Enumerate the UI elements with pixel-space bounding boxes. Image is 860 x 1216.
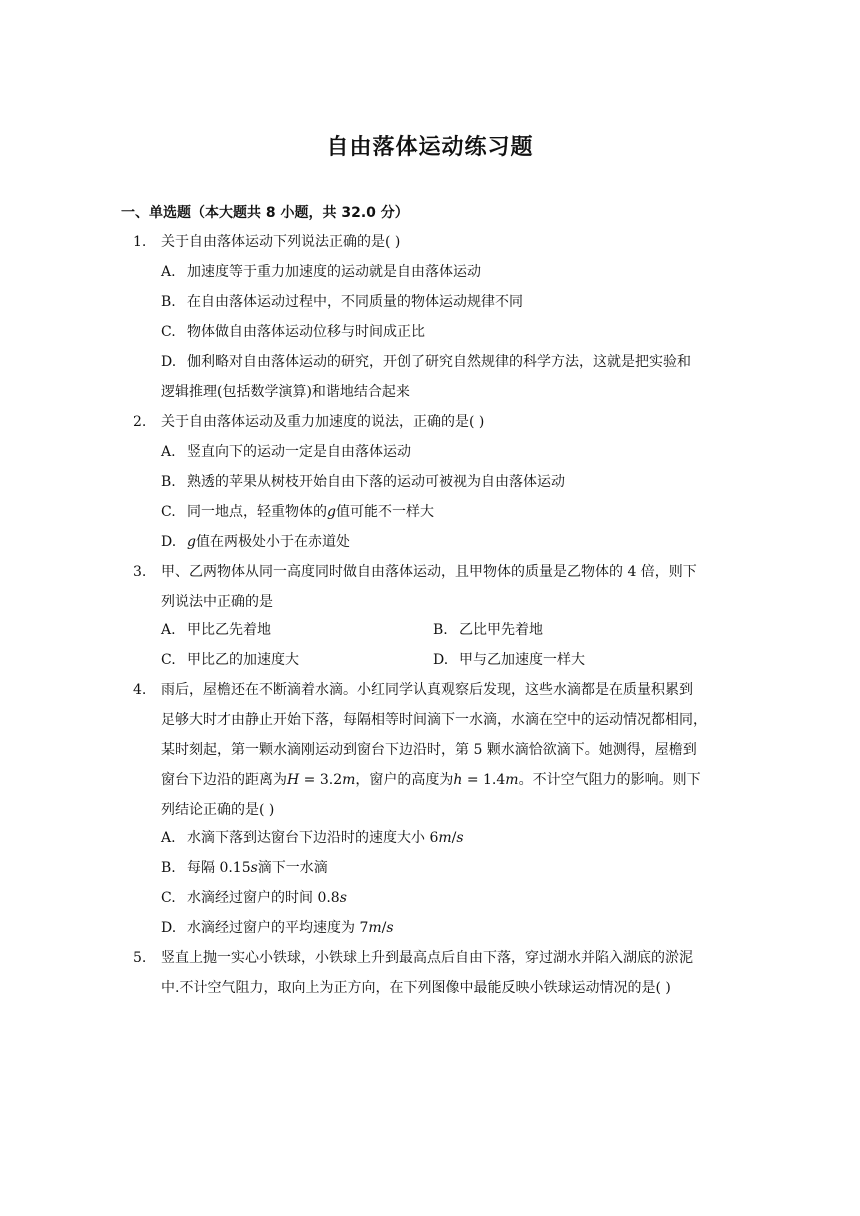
question-number: 4.	[133, 682, 147, 698]
option-item	[433, 650, 585, 670]
option-item	[161, 650, 299, 670]
option-letter: D.	[161, 920, 177, 936]
option-text: 加速度等于重力加速度的运动就是自由落体运动	[187, 264, 481, 280]
option-text: 甲与乙加速度一样大	[459, 652, 585, 668]
option-text: 甲比乙的加速度大	[187, 652, 299, 668]
option-item	[161, 620, 271, 640]
option-letter: C.	[161, 890, 176, 906]
option-letter: D.	[161, 534, 177, 550]
question-number: 5.	[133, 950, 147, 966]
option-letter: C.	[161, 324, 176, 340]
option-letter: A.	[161, 830, 176, 846]
question-stem: 关于自由落体运动下列说法正确的是( )	[161, 234, 401, 250]
option-item	[161, 262, 481, 282]
option-item	[161, 888, 347, 908]
option-letter: A.	[161, 622, 176, 638]
option-item	[161, 322, 425, 342]
question-stem-continued: 列结论正确的是( )	[161, 802, 275, 818]
option-text: 𝑔值在两极处小于在赤道处	[187, 534, 350, 550]
question-stem: 甲、乙两物体从同一高度同时做自由落体运动，且甲物体的质量是乙物体的 4 倍，则下	[161, 564, 697, 580]
option-item	[161, 442, 411, 462]
option-letter: C.	[161, 504, 176, 520]
option-letter: D.	[161, 354, 177, 370]
option-item	[161, 858, 328, 878]
option-text: 伽利略对自由落体运动的研究，开创了研究自然规律的科学方法，这就是把实验和	[187, 354, 691, 370]
option-item	[161, 472, 565, 492]
option-text: 物体做自由落体运动位移与时间成正比	[187, 324, 425, 340]
option-item	[161, 532, 350, 552]
option-text: 熟透的苹果从树枝开始自由下落的运动可被视为自由落体运动	[187, 474, 565, 490]
question-number: 1.	[133, 234, 147, 250]
question-number: 2.	[133, 414, 147, 430]
question-stem-continued: 窗台下边沿的距离为𝐻 = 3.2𝑚，窗户的高度为ℎ = 1.4𝑚。不计空气阻力的影响。则下	[161, 772, 701, 788]
option-letter: D.	[433, 652, 449, 668]
question-stem-continued: 足够大时才由静止开始下落，每隔相等时间滴下一水滴，水滴在空中的运动情况都相同，	[161, 712, 707, 728]
option-text-continued: 逻辑推理(包括数学演算)和谐地结合起来	[161, 384, 410, 400]
option-item	[433, 620, 543, 640]
option-item	[161, 918, 394, 938]
option-letter: B.	[161, 474, 176, 490]
option-text: 每隔 0.15𝑠滴下一水滴	[187, 860, 328, 876]
option-text: 同一地点，轻重物体的𝑔值可能不一样大	[187, 504, 434, 520]
question-stem: 竖直上抛一实心小铁球，小铁球上升到最高点后自由下落，穿过湖水并陷入湖底的淤泥	[161, 950, 693, 966]
option-text: 水滴经过窗户的时间 0.8𝑠	[187, 890, 347, 906]
option-text: 水滴下落到达窗台下边沿时的速度大小 6𝑚/𝑠	[187, 830, 464, 846]
question-stem-continued: 列说法中正确的是	[161, 594, 273, 610]
option-letter: B.	[433, 622, 448, 638]
option-text: 在自由落体运动过程中，不同质量的物体运动规律不同	[187, 294, 523, 310]
question-stem: 雨后，屋檐还在不断滴着水滴。小红同学认真观察后发现，这些水滴都是在质量积累到	[161, 682, 693, 698]
option-letter: B.	[161, 294, 176, 310]
option-text: 竖直向下的运动一定是自由落体运动	[187, 444, 411, 460]
option-letter: B.	[161, 860, 176, 876]
option-letter: A.	[161, 444, 176, 460]
option-text: 甲比乙先着地	[187, 622, 271, 638]
option-item	[161, 502, 434, 522]
option-letter: C.	[161, 652, 176, 668]
option-text: 乙比甲先着地	[459, 622, 543, 638]
option-item	[161, 352, 691, 372]
section-heading: 一、单选题（本大题共 8 小题，共 32.0 分）	[121, 205, 409, 221]
page-title: 自由落体运动练习题	[326, 135, 534, 160]
option-item	[161, 828, 464, 848]
question-stem-continued: 中.不计空气阻力，取向上为正方向，在下列图像中最能反映小铁球运动情况的是( )	[161, 980, 671, 996]
question-stem-continued: 某时刻起，第一颗水滴刚运动到窗台下边沿时，第 5 颗水滴恰欲滴下。她测得，屋檐到	[161, 742, 697, 758]
option-text: 水滴经过窗户的平均速度为 7𝑚/𝑠	[187, 920, 394, 936]
option-item	[161, 292, 523, 312]
option-letter: A.	[161, 264, 176, 280]
question-number: 3.	[133, 564, 147, 580]
question-stem: 关于自由落体运动及重力加速度的说法，正确的是( )	[161, 414, 485, 430]
